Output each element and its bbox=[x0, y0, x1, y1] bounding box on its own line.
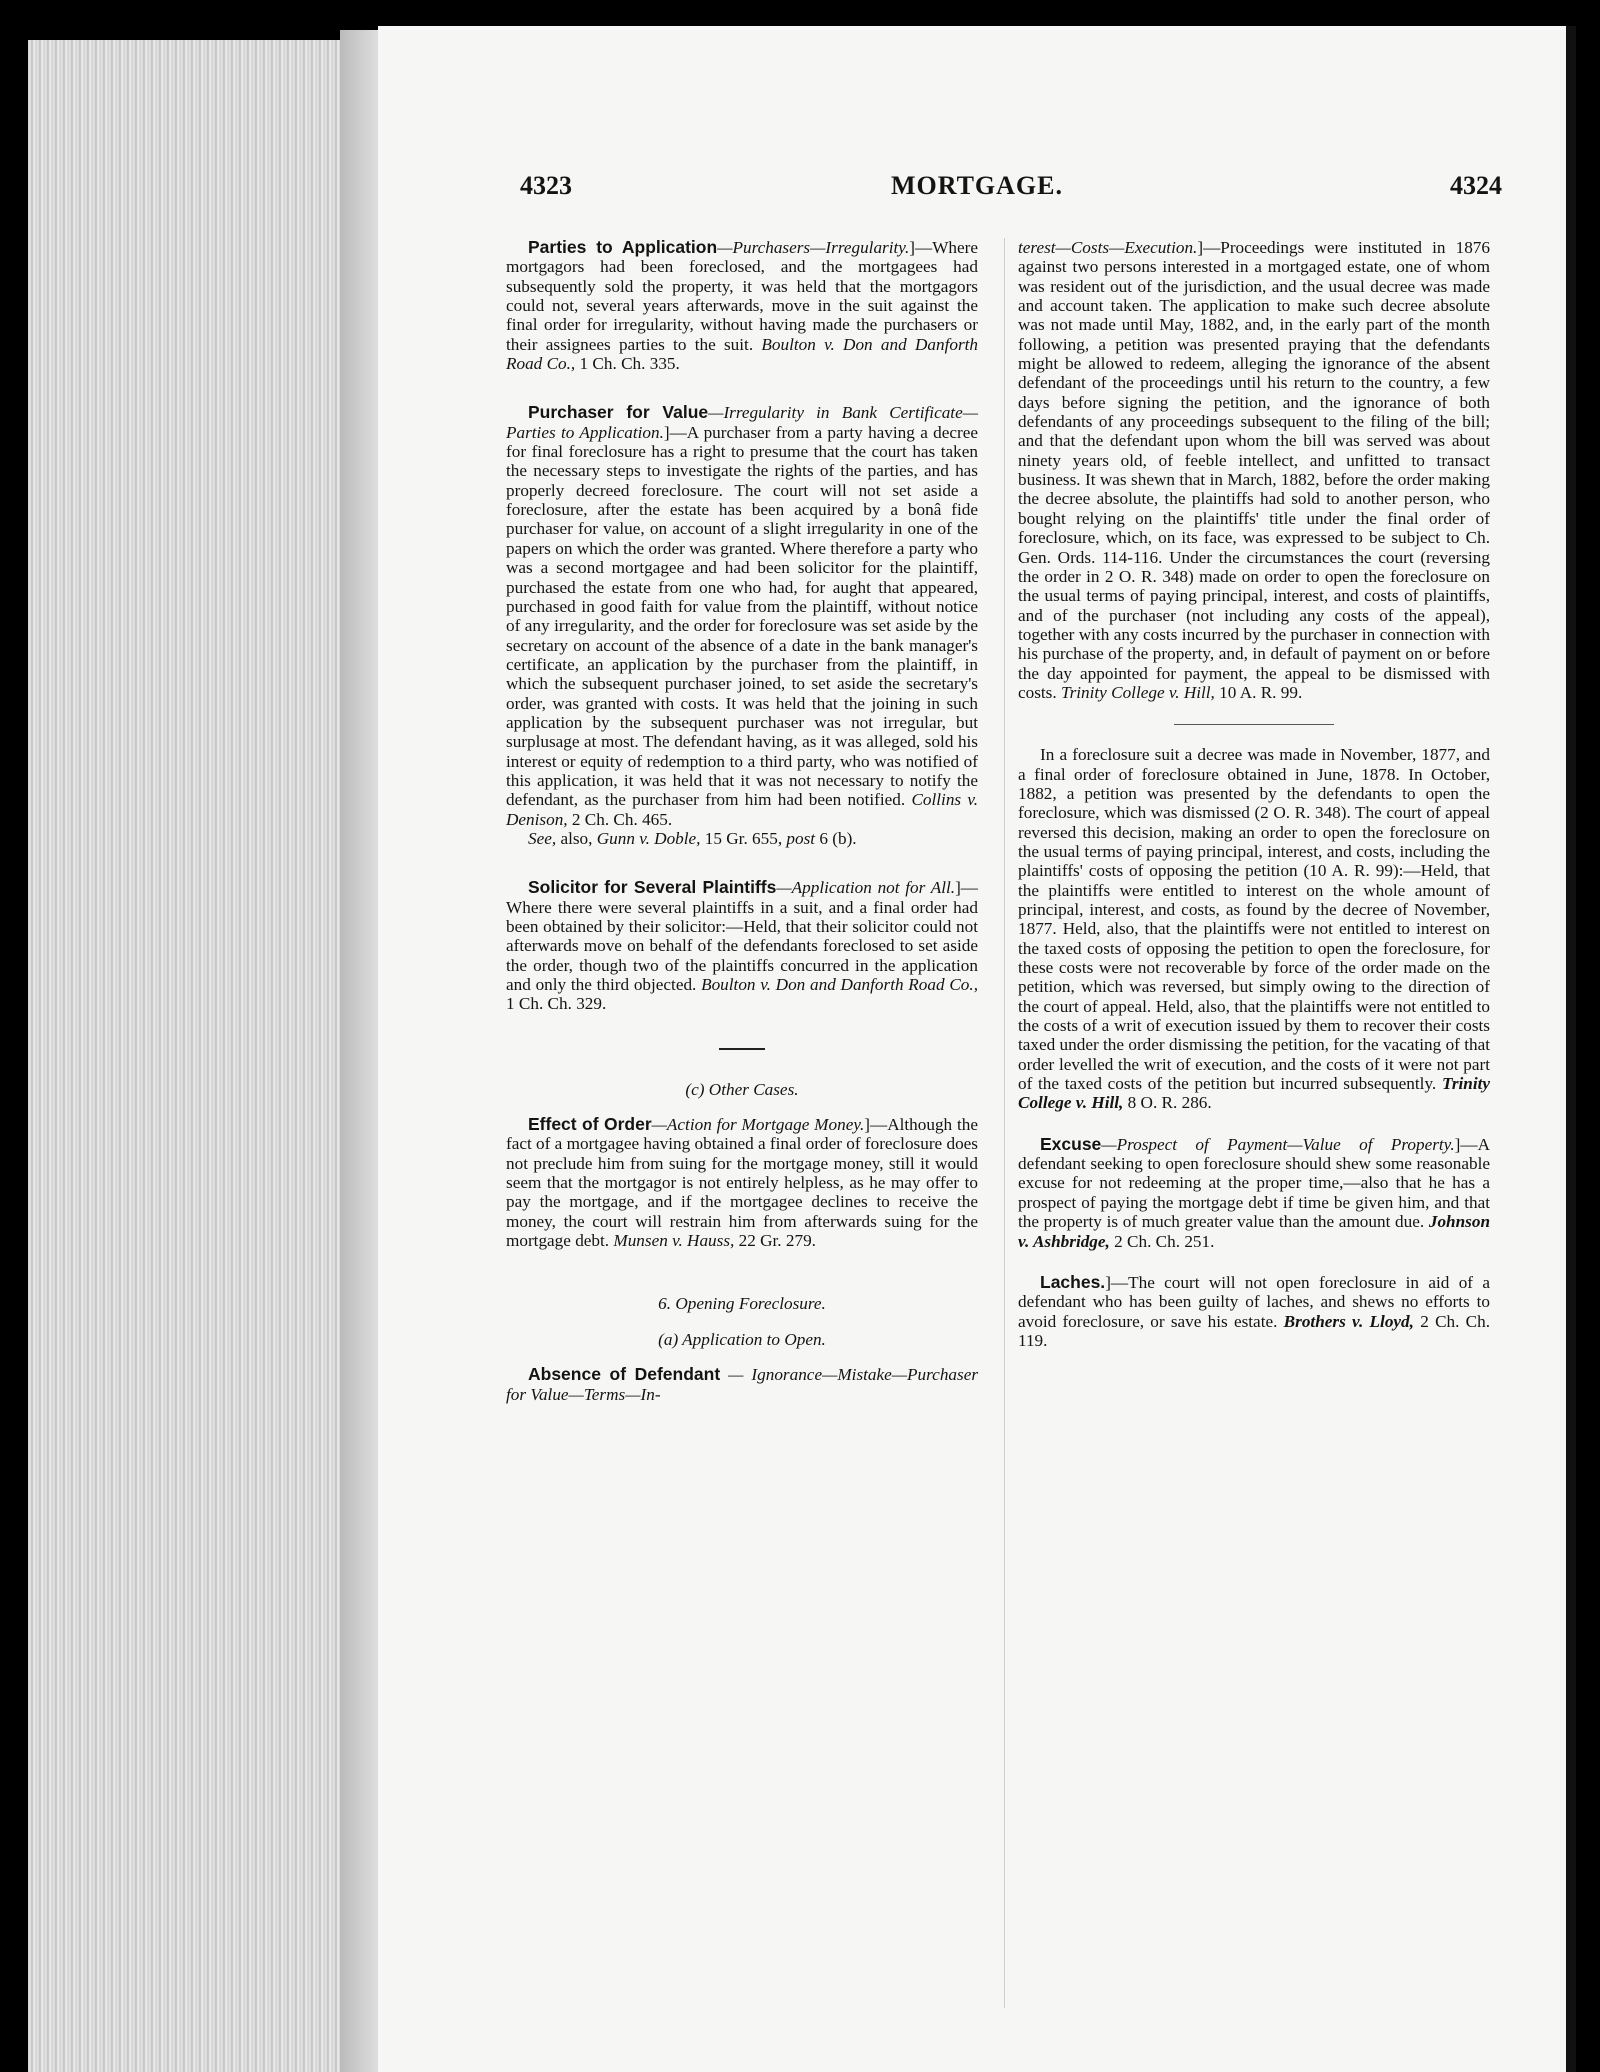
citation-reference: 22 Gr. 279. bbox=[738, 1231, 816, 1251]
citation-reference: 2 Ch. Ch. 251. bbox=[1114, 1231, 1215, 1251]
case-citation: Trinity College v. Hill, bbox=[1018, 1074, 1491, 1113]
scan-border bbox=[1566, 26, 1576, 2072]
entry-absence-of-defendant-continued bbox=[1018, 238, 1490, 702]
column-divider bbox=[1004, 238, 1005, 2008]
entry-body: ]—A defendant seeking to open foreclosure should shew some reasonable excuse for not redeeming at the proper time,—also that he has a prospect of paying the mortgage debt if time be given him, and that the property is of much greater value than the amount due. bbox=[1018, 1134, 1490, 1232]
section-rule bbox=[719, 1048, 765, 1050]
entry-heading: Purchaser for Value bbox=[528, 402, 709, 423]
section-heading-opening-foreclosure: 6. Opening Foreclosure. bbox=[658, 1294, 826, 1314]
case-citation: Johnson v. Ashbridge, bbox=[1018, 1212, 1491, 1251]
entry-body: ]—A purchaser from a party having a decree for final foreclosure has a right to presume that the court has taken the necessary steps to investigate the rights of the parties, and has properly decreed foreclosure. The court will not set aside a foreclosure, after the estate has been acquired by a bonâ fide purchaser for value, on account of a slight irregularity in one of the papers on which the order was granted. Where therefore a party who was a second mortgagee and had been solicitor for the plaintiff, purchased the estate from one who had, for aught that appeared, purchased in good faith for value from the plaintiff, without notice of any irregularity, and the order for foreclosure was set aside by the secretary on account of the absence of a date in the bank manager's certificate, an application by the purchaser from the plaintiff, in which the subsequent purchaser joined, to set aside the secretary's order, was granted with costs. It was held that the joining in such application by the subsequent purchaser was not irregular, but surplusage at most. The defendant having, as it was alleged, sold his interest or equity of redemption to a third party, who was notified of this application, it was held that it was not necessary to notify the defendant, as the purchaser from him had been notified. bbox=[506, 422, 978, 810]
subsection-heading-application-to-open: (a) Application to Open. bbox=[658, 1329, 826, 1349]
case-citation: Brothers v. Lloyd, bbox=[1283, 1311, 1414, 1331]
citation-reference: 15 Gr. 655, bbox=[704, 828, 783, 848]
entry-absence-of-defendant bbox=[506, 1365, 978, 1404]
entry-solicitor-for-several-plaintiffs bbox=[506, 878, 978, 1013]
citation-reference: 1 Ch. Ch. 329. bbox=[506, 994, 607, 1014]
page-title: MORTGAGE. bbox=[890, 171, 1064, 200]
also-label: also, bbox=[560, 828, 593, 848]
case-citation: Trinity College v. Hill, bbox=[1060, 682, 1215, 702]
case-citation: Boulton v. Don and Danforth Road Co., bbox=[701, 975, 978, 995]
entry-subheading: terest—Costs—Execution. bbox=[1018, 238, 1198, 257]
case-citation: Gunn v. Doble, bbox=[596, 828, 701, 848]
running-header bbox=[378, 171, 1576, 211]
entry-effect-of-order bbox=[506, 1115, 978, 1250]
entry-heading: Excuse bbox=[1040, 1133, 1102, 1154]
see-also-reference bbox=[506, 829, 978, 848]
entry-laches bbox=[1018, 1273, 1490, 1350]
left-column bbox=[506, 238, 978, 1404]
entry-excuse bbox=[1018, 1135, 1490, 1251]
entry-subheading: —Application not for All. bbox=[776, 878, 956, 898]
citation-reference: 2 Ch. Ch. 119. bbox=[1018, 1311, 1491, 1350]
subsection-heading-other-cases: (c) Other Cases. bbox=[685, 1079, 799, 1099]
case-citation: Munsen v. Hauss, bbox=[613, 1231, 735, 1251]
entry-heading: Effect of Order bbox=[528, 1114, 652, 1135]
citation-reference: 8 O. R. 286. bbox=[1127, 1093, 1212, 1113]
citation-reference: 2 Ch. Ch. 465. bbox=[571, 809, 673, 829]
entry-body: ]—Proceedings were instituted in 1876 against two persons interested in a mortgaged estate, one of whom was resident out of the jurisdiction, and the usual decree was made and account taken. The application to make such decree absolute was not made until May, 1882, and, in the early part of the month following, a petition was presented praying that the defendants might be allowed to redeem, alleging the ignorance of the absent defendant of the proceedings until his return to the country, a few days before signing the petition, and the ignorance of both defendants of any proceedings subsequent to the filing of the bill; and that the defendant upon whom the bill was served was about ninety years old, of feeble intellect, and unfitted to transact business. It was shewn that in March, 1882, before the order making the decree absolute, the plaintiffs had sold to another person, who bought relying on the plaintiffs' title under the final order of foreclosure, which, on its face, was expressed to be subject to Ch. Gen. Ords. 114-116. Under the circumstances the court (reversing the order in 2 O. R. 348) made on order to open the foreclosure on the usual terms of paying principal, interest, and costs of plaintiffs, and of the purchaser (not including any costs of the appeal), together with any costs incurred by the purchaser in connection with his purchase of the property, and, in default of payment on or before the day appointed for payment, the appeal to be dismissed with costs. bbox=[1018, 238, 1490, 702]
entry-heading: Absence of Defendant bbox=[528, 1364, 721, 1385]
entry-subheading: —Purchasers—Irregularity. bbox=[717, 238, 910, 257]
entry-subheading: —Irregularity in Bank Certificate—Parties to Application. bbox=[506, 403, 978, 442]
right-column bbox=[1018, 238, 1490, 1350]
case-citation: Collins v. Denison, bbox=[506, 790, 978, 829]
case-citation: Boulton v. Don and Danforth Road Co., bbox=[506, 334, 978, 374]
scanned-page bbox=[378, 26, 1576, 2072]
entry-body: ]—Although the fact of a mortgagee having obtained a final order of foreclosure does not preclude him from suing for the mortgage money, still it would seem that the mortgagor is not entirely helpless, as he may offer to pay the mortgage, and if the mortgagee declines to receive the money, the court will restrain him from afterwards suing for the mortgage debt. bbox=[506, 1115, 978, 1251]
entry-subheading: —Action for Mortgage Money. bbox=[651, 1115, 865, 1135]
entry-parties-to-application bbox=[506, 238, 978, 373]
entry-subheading: —Prospect of Payment—Value of Property. bbox=[1101, 1134, 1455, 1154]
citation-reference: 10 A. R. 99. bbox=[1219, 682, 1303, 702]
entry-body: In a foreclosure suit a decree was made in November, 1877, and a final order of foreclosure obtained in June, 1878. In October, 1882, a petition was presented by the defendants to open the foreclosure, which was dismissed (2 O. R. 348). The court of appeal reversed this decision, making an order to open the foreclosure on the usual terms of paying principal, interest, and costs, including the plaintiffs' costs of opposing the petition (10 A. R. 99):—Held, that the plaintiffs were entitled to interest on the whole amount of principal, interest, and costs, as found by the decree of November, 1877. Held, also, that the plaintiffs were not entitled to interest on the taxed costs of opposing the petition to open the foreclosure, for these costs were not recoverable by force of the order made on the petition, which was reversed, but simply owing to the direction of the court of appeal. Held, also, that the plaintiffs were not entitled to the costs of a writ of execution issued by them to recover their costs taxed under the order dismissing the petition, for the vacating of that order levelled the writ of execution, and the costs of it were not part of the taxed costs of the petition but incurred subsequently. bbox=[1018, 745, 1490, 1094]
post-label: post bbox=[786, 828, 816, 848]
page-number-left: 4323 bbox=[520, 171, 572, 200]
entry-heading: Solicitor for Several Plaintiffs bbox=[528, 877, 777, 898]
paragraph-rule bbox=[1174, 724, 1334, 725]
entry-body: ]—Where mortgagors had been foreclosed, and the mortgagees had subsequently sold the property, it was held that the mortgagors could not, several years afterwards, move in the suit against the final order for irregularity, without having made the purchasers or their assignees parties to the suit. bbox=[506, 238, 978, 354]
see-label: See, bbox=[528, 828, 557, 848]
entry-heading: Parties to Application bbox=[528, 237, 718, 257]
entry-heading: Laches. bbox=[1040, 1271, 1106, 1292]
entry-subheading: — Ignorance—Mistake—Purchaser for Value—Terms—In- bbox=[506, 1365, 979, 1404]
entry-foreclosure-suit bbox=[1018, 745, 1490, 1113]
cross-reference: 6 (b). bbox=[819, 828, 857, 848]
page-number-right: 4324 bbox=[1450, 171, 1502, 200]
entry-body: ]—Where there were several plaintiffs in a suit, and a final order had been obtained by their solicitor:—Held, that their solicitor could not afterwards move on behalf of the defendants foreclosed to set aside the order, though two of the plaintiffs concurred in the application and only the third objected. bbox=[506, 878, 978, 995]
entry-purchaser-for-value bbox=[506, 403, 978, 829]
entry-body: ]—The court will not open foreclosure in aid of a defendant who has been guilty of laches, and shews no efforts to avoid foreclosure, or save his estate. bbox=[1018, 1272, 1490, 1331]
citation-reference: 1 Ch. Ch. 335. bbox=[579, 354, 680, 374]
book-page-edges bbox=[28, 40, 388, 2072]
